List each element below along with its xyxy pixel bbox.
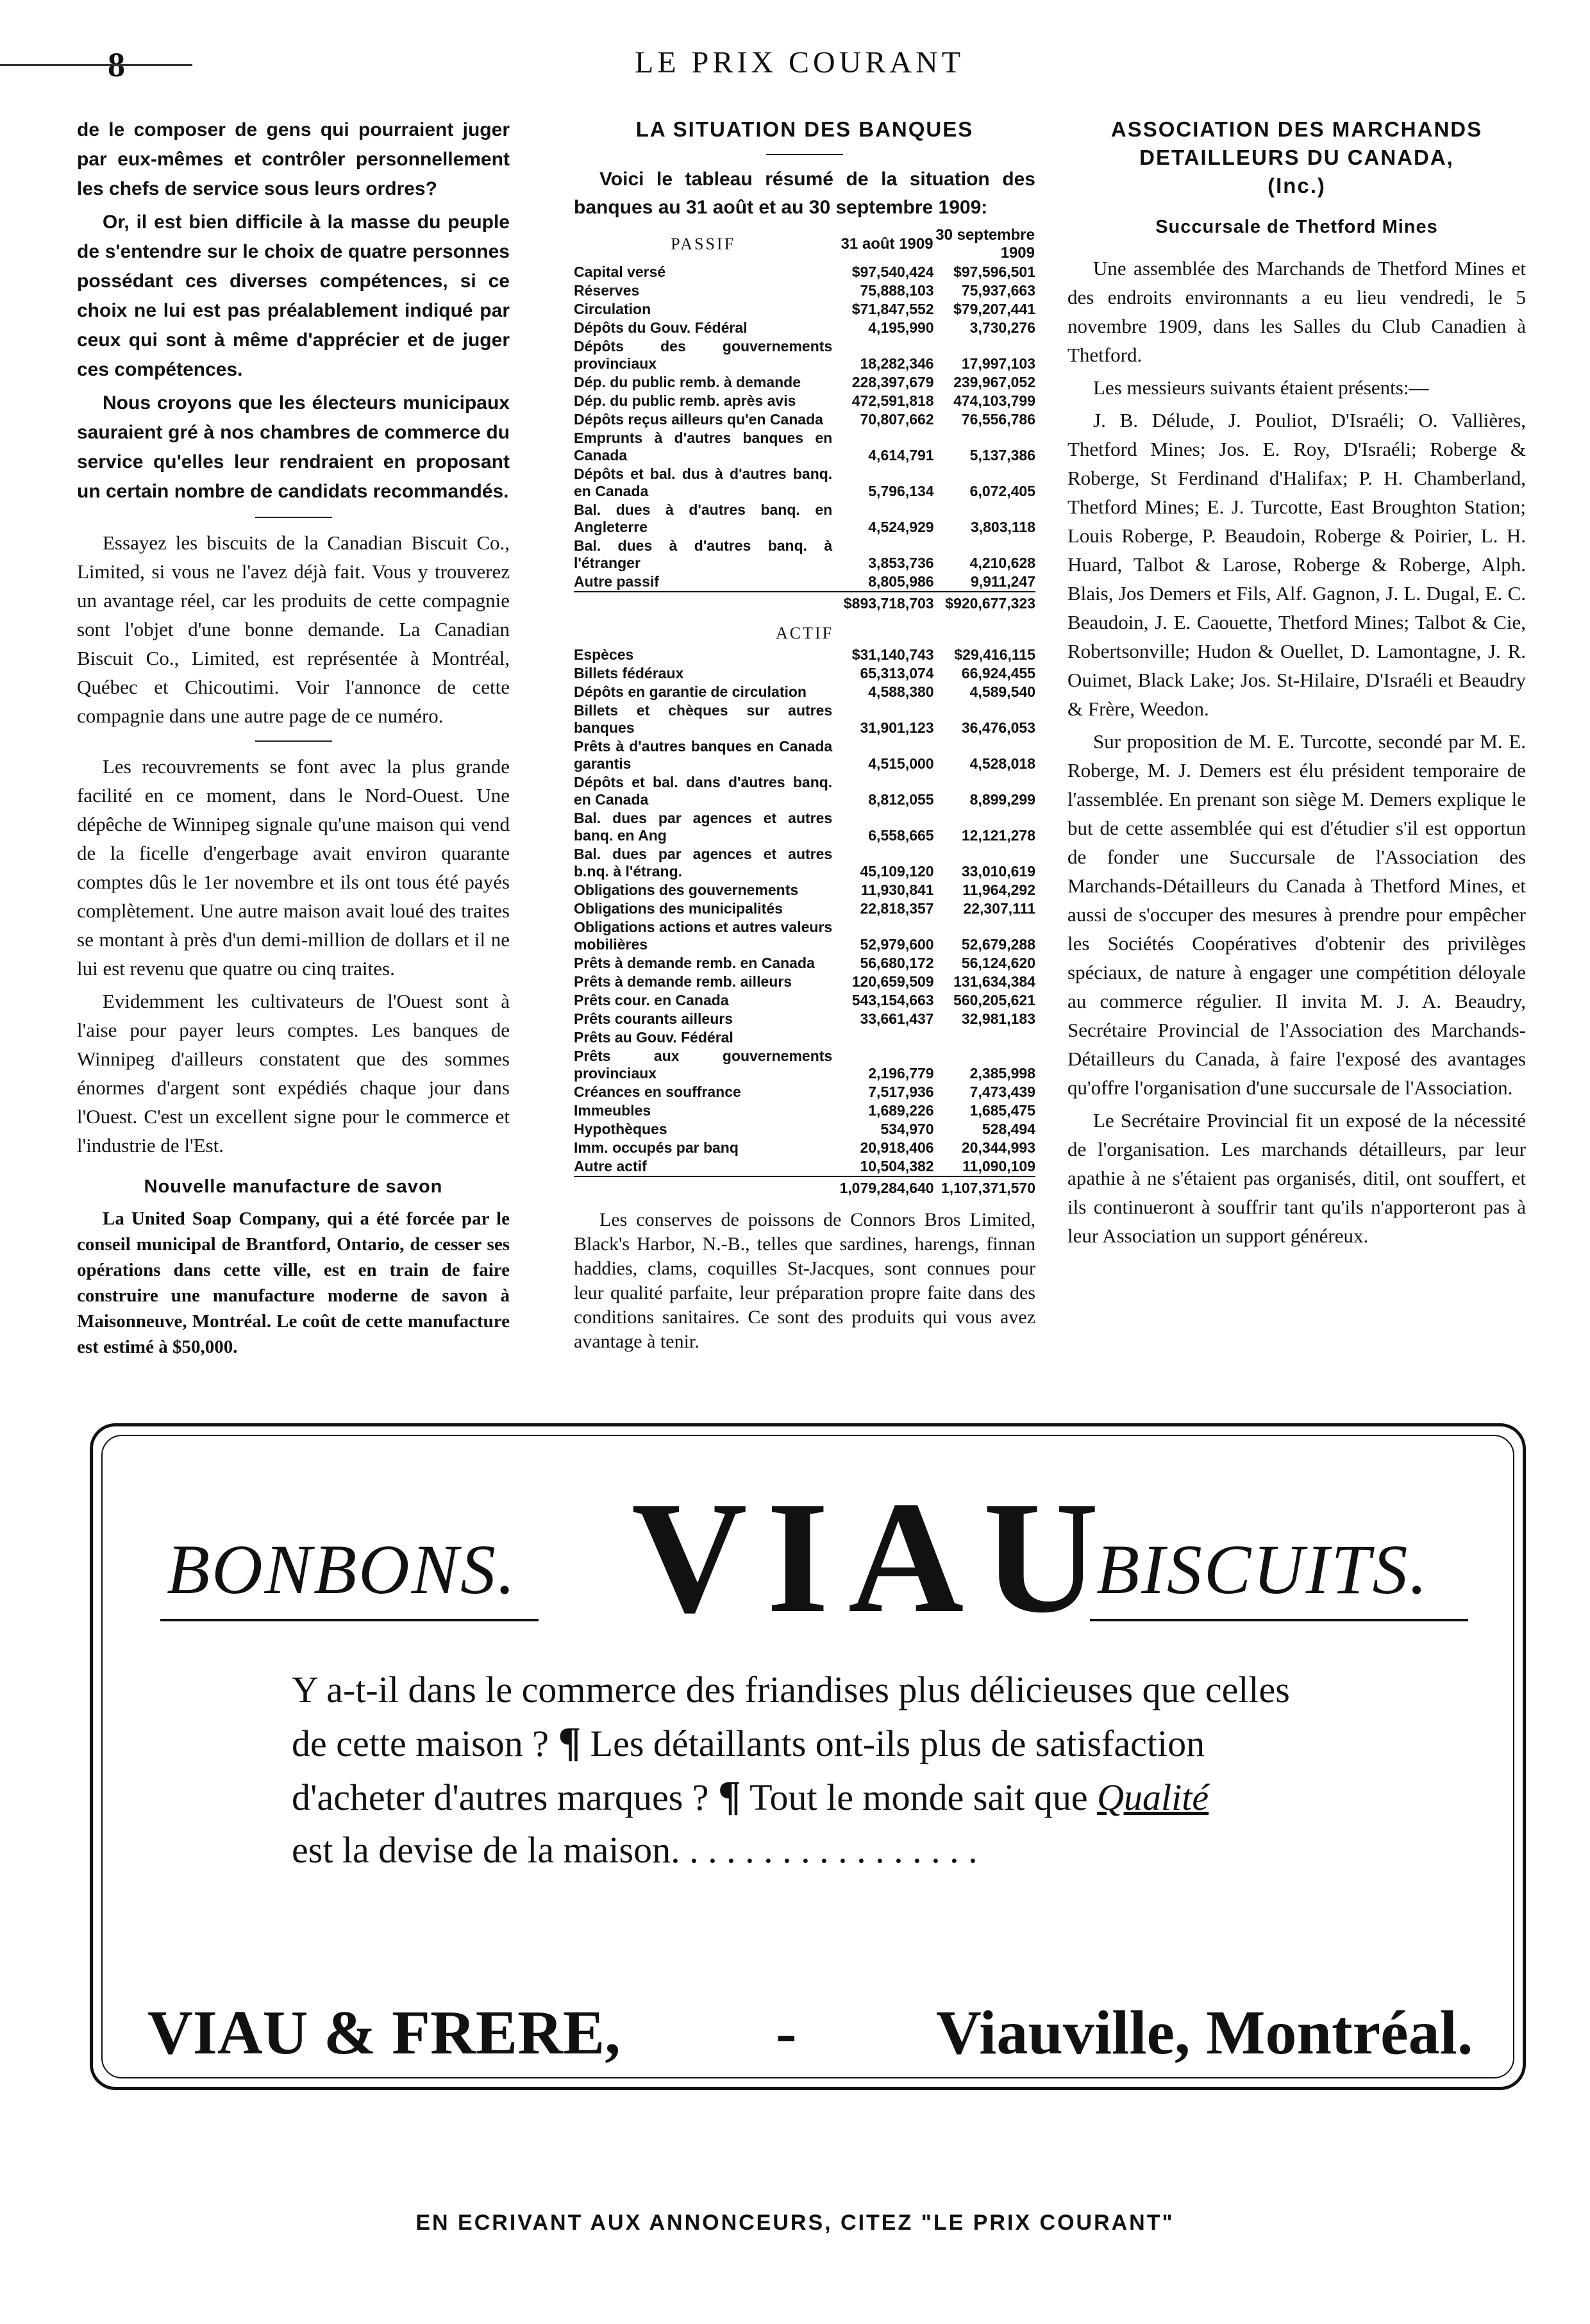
table-cell: 6,558,665: [868, 827, 934, 844]
table-cell: 45,109,120: [860, 863, 934, 880]
table-cell: $71,847,552: [851, 301, 934, 317]
table-row: [574, 501, 1035, 537]
article-paragraph: La United Soap Company, qui a été forcée par le conseil municipal de Brantford, Ontario, de cesser ses opérations dans cette ville, est en train de faire construire une manufacture moderne de savon à Maisonneuve, Montréal. Le coût de cette manufacture est estimé à $50,000.: [77, 1208, 510, 1357]
ad-bonbons: BONBONS.: [167, 1530, 517, 1609]
table-cell: 70,807,662: [860, 411, 934, 428]
table-cell: $97,596,501: [953, 263, 1035, 280]
table-row: [574, 1120, 1035, 1139]
ad-text: de cette maison ?: [292, 1723, 549, 1764]
table-row: [574, 373, 1035, 392]
table-cell: Dép. du public remb. à demande: [574, 374, 801, 390]
table-cell: 4,195,990: [868, 319, 934, 336]
table-cell: Bal. dues à d'autres banq. en Angleterre: [574, 501, 833, 535]
actif-rows: [574, 646, 1035, 1176]
ad-line: est la devise de la maison. . . . . . . . . . . . . . . . .: [292, 1829, 978, 1871]
table-cell: 7,517,936: [868, 1083, 934, 1100]
table-cell: Prêts au Gouv. Fédéral: [574, 1029, 733, 1046]
article-paragraph: Nous croyons que les électeurs municipaux sauraient gré à nos chambres de commerce du service qu'elles leur rendraient en proposant un certain nombre de candidats recommandés.: [77, 392, 510, 502]
table-cell: 20,344,993: [961, 1139, 1035, 1156]
table-cell: 33,010,619: [961, 863, 1035, 880]
table-row: [574, 300, 1035, 319]
table-cell: 32,981,183: [961, 1010, 1035, 1027]
footer-note: EN ECRIVANT AUX ANNONCEURS, CITEZ "LE PRIX COURANT": [415, 2211, 1175, 2235]
section-heading-line: DETAILLEURS DU CANADA,: [1139, 146, 1454, 169]
pilcrow-icon: ¶: [558, 1719, 582, 1766]
table-row: [574, 973, 1035, 991]
table-cell: 7,473,439: [969, 1083, 1035, 1100]
table-cell: 20,918,406: [860, 1139, 934, 1156]
table-row-total: [574, 1176, 1035, 1198]
table-cell: 6,072,405: [969, 483, 1035, 499]
divider: [255, 740, 332, 742]
table-row: [574, 845, 1035, 881]
table-cell: Dépôts et bal. dans d'autres banq. en Canada: [574, 774, 833, 808]
table-cell: 528,494: [982, 1121, 1035, 1137]
table-row: [574, 281, 1035, 300]
table-cell: 11,964,292: [962, 882, 1035, 898]
subheading: Succursale de Thetford Mines: [1155, 217, 1438, 237]
table-row: [574, 991, 1035, 1010]
table-cell: 65,313,074: [860, 665, 934, 681]
table-cell: 543,154,663: [851, 992, 934, 1008]
table-cell: Immeubles: [574, 1102, 651, 1119]
ad-line: [292, 1770, 1446, 1824]
table-cell: 131,634,384: [953, 973, 1035, 990]
table-cell: 228,397,679: [851, 374, 934, 390]
table-cell: Prêts cour. en Canada: [574, 992, 729, 1008]
table-cell: Obligations des gouvernements: [574, 882, 799, 898]
article-paragraph: J. B. Délude, J. Pouliot, D'Israéli; O. Vallières, Thetford Mines; Jos. E. Roy, D'Israéli; Roberge & Roberge, St Ferdinand d'Halifax; P. H. Chamberland, Thetford Mines; E. J. Turcotte, East Broughton Station; Louis Roberge, P. Beaudoin, Roberge & Poirier, L. H. Huard, Talbot & Larose, Roberge & Roberge, Alph. Blais, Jos Demers et Fils, Alf. Gagnon, J. L. Dugal, E. C. Beaudoin, J. E. Caouette, Thetford Mines; Talbot & Cie, Robertsonville; Hudon & Ouellet, D. Lamontagne, J. R. Ouimet, Black Lake; Jos. St-Hilaire, D'Israéli et Beaudry & Frère, Weedon.: [1067, 409, 1526, 720]
passif-label: PASSIF: [671, 235, 736, 253]
column-middle: [574, 115, 1035, 1358]
table-cell: [832, 1028, 933, 1047]
article-paragraph: Or, il est bien difficile à la masse du peuple de s'entendre sur le choix de quatre personnes possédant ces diverses compétences, si ce choix ne lui est pas préalablement indiqué par ceux qui sont à même d'apprécier et de juger ces compétences.: [77, 212, 510, 380]
table-cell: Emprunts à d'autres banques en Canada: [574, 430, 833, 464]
table-cell: Réserves: [574, 282, 640, 299]
table-row: [574, 809, 1035, 845]
table-row: [574, 1101, 1035, 1120]
table-cell: $893,718,703: [832, 592, 933, 613]
table-cell: Obligations des municipalités: [574, 900, 783, 917]
table-row: [574, 954, 1035, 973]
table-cell: $97,540,424: [851, 263, 934, 280]
article-paragraph: Evidemment les cultivateurs de l'Ouest sont à l'aise pour payer leurs comptes. Les banques de Winnipeg d'ailleurs constatent que des sommes énormes d'argent sont expédiés chaque jour dans l'Ouest. C'est un excellent signe pour le commerce et l'industrie de l'Est.: [77, 990, 510, 1157]
table-row: [574, 537, 1035, 573]
passif-rows: [574, 263, 1035, 592]
table-cell: 8,805,986: [868, 573, 934, 590]
article-paragraph: Sur proposition de M. E. Turcotte, secondé par M. E. Roberge, M. J. Demers est élu président temporaire de l'assemblée. En prenant son siège M. Demers explique le but de cette assemblée qui est d'étudier s'il est opportun de fonder une Succursale de l'Association des Marchands-Détailleurs du Canada à Thetford Mines, et aussi de s'occuper des mesures à prendre pour empêcher les Sociétés Coopératives d'obtenir des privilèges spéciaux, de nature à engager une compétition déloyale au commerce régulier. Il invita M. J. A. Beaudry, Secrétaire Provincial de l'Association des Marchands-Détailleurs du Canada, à faire l'exposé des avantages qu'offre l'organisation d'une succursale de l'Association.: [1067, 730, 1526, 1099]
table-cell: 8,899,299: [969, 791, 1035, 808]
table-row: [574, 1139, 1035, 1157]
table-row: [574, 1010, 1035, 1028]
table-cell: [934, 1028, 1035, 1047]
table-cell: 4,588,380: [868, 683, 934, 700]
table-cell: 472,591,818: [851, 392, 934, 409]
table-cell: 56,680,172: [860, 955, 934, 971]
table-cell: 2,385,998: [969, 1065, 1035, 1082]
ad-text: Les détaillants ont-ils plus de satisfaction: [590, 1723, 1205, 1764]
divider: [766, 154, 843, 155]
column-header: 31 août 1909: [841, 235, 933, 253]
article-paragraph: Une assemblée des Marchands de Thetford Mines et des endroits environnants a eu lieu vendredi, le 5 novembre 1909, dans les Salles du Club Canadien à Thetford.: [1067, 257, 1526, 366]
table-cell: 534,970: [880, 1121, 934, 1137]
article-paragraph: Le Secrétaire Provincial fit un exposé de la nécessité de l'organisation. Les marchands détailleurs, par leur apathie à ne s'étaient pas organisés, ditil, ont souffert, et ils continueront à souffrir tant qu'ils n'apporteront pas à leur Association un support généreux.: [1067, 1109, 1526, 1247]
table-cell: 239,967,052: [953, 374, 1035, 390]
article-paragraph: de le composer de gens qui pourraient juger par eux-mêmes et contrôler personnellement les chefs de service sous leurs ordres?: [77, 119, 510, 199]
table-row: [574, 319, 1035, 337]
table-cell: 3,853,736: [868, 555, 934, 571]
table-cell: 75,937,663: [961, 282, 1035, 299]
table-cell: 4,528,018: [969, 755, 1035, 772]
section-heading: Nouvelle manufacture de savon: [144, 1176, 443, 1197]
table-cell: Hypothèques: [574, 1121, 667, 1137]
ad-brand: VIAU: [632, 1469, 1118, 1646]
table-cell: Dépôts du Gouv. Fédéral: [574, 319, 748, 336]
table-cell: Billets fédéraux: [574, 665, 684, 681]
table-cell: Prêts à d'autres banques en Canada garantis: [574, 738, 833, 772]
bank-table: [574, 226, 1035, 1198]
table-cell: Prêts à demande remb. ailleurs: [574, 973, 792, 990]
ad-biscuits: BISCUITS.: [1096, 1530, 1429, 1609]
table-cell: 9,911,247: [970, 573, 1035, 590]
header-rule: [0, 64, 192, 66]
ad-body: [292, 1664, 1446, 1877]
table-cell: 560,205,621: [953, 992, 1035, 1008]
table-cell: Bal. dues à d'autres banq. à l'étranger: [574, 537, 833, 571]
table-row: [574, 392, 1035, 410]
ad-line: [292, 1716, 1446, 1770]
table-row: [574, 1047, 1035, 1083]
table-cell: 1,079,284,640: [832, 1176, 933, 1198]
section-heading-line: (Inc.): [1268, 174, 1326, 197]
table-cell: 4,589,540: [969, 683, 1035, 700]
table-cell: Billets et chèques sur autres banques: [574, 702, 833, 736]
table-row: [574, 918, 1035, 954]
table-cell: 66,924,455: [961, 665, 1035, 681]
table-row: [574, 683, 1035, 701]
table-cell: 22,307,111: [963, 900, 1035, 917]
table-cell: 12,121,278: [961, 827, 1035, 844]
table-cell: 31,901,123: [860, 719, 934, 736]
table-row: [574, 263, 1035, 281]
table-cell: 33,661,437: [860, 1010, 934, 1027]
table-cell: 5,137,386: [969, 447, 1035, 464]
table-row: [574, 899, 1035, 918]
table-cell: 11,930,841: [860, 882, 934, 898]
table-cell: Autre passif: [574, 573, 659, 590]
intro-paragraph: Voici le tableau résumé de la situation des banques au 31 août et au 30 septembre 1909:: [574, 169, 1035, 218]
table-cell: Dépôts des gouvernements provinciaux: [574, 338, 833, 372]
table-cell: 56,124,620: [961, 955, 1035, 971]
table-cell: 4,524,929: [868, 519, 934, 535]
table-row: [574, 646, 1035, 664]
table-cell: Dépôts reçus ailleurs qu'en Canada: [574, 411, 823, 428]
table-cell: Prêts courants ailleurs: [574, 1010, 733, 1027]
table-row: [574, 573, 1035, 592]
table-cell: 4,515,000: [868, 755, 934, 772]
table-cell: 52,679,288: [961, 936, 1035, 953]
table-row-total: [574, 592, 1035, 613]
table-cell: 10,504,382: [860, 1158, 934, 1175]
table-cell: Dép. du public remb. après avis: [574, 392, 796, 409]
table-cell: 76,556,786: [961, 411, 1035, 428]
table-cell: Imm. occupés par banq: [574, 1139, 739, 1156]
table-cell: $79,207,441: [953, 301, 1035, 317]
table-row: [574, 664, 1035, 683]
table-cell: 1,689,226: [868, 1102, 934, 1119]
table-cell: Dépôts en garantie de circulation: [574, 683, 807, 700]
table-cell: 75,888,103: [860, 282, 934, 299]
table-cell: Autre actif: [574, 1158, 647, 1175]
table-cell: Obligations actions et autres valeurs mobilières: [574, 919, 833, 953]
table-cell: 11,090,109: [962, 1158, 1035, 1175]
table-cell: 4,210,628: [969, 555, 1035, 571]
table-row: [574, 1157, 1035, 1176]
article-paragraph: Essayez les biscuits de la Canadian Biscuit Co., Limited, si vous ne l'avez déjà fait. Vous y trouverez un avantage réel, car les produits de cette compagnie sont l'objet d'une bonne demande. La Canadian Biscuit Co., Limited, est représentée à Montréal, Québec et Chicoutimi. Voir l'annonce de cette compagnie dans une autre page de ce numéro.: [77, 531, 510, 727]
table-cell: Prêts à demande remb. en Canada: [574, 955, 815, 971]
actif-label: ACTIF: [775, 624, 834, 642]
ad-company: VIAU & FRERE,: [147, 1998, 621, 2068]
table-cell: 1,107,371,570: [934, 1176, 1035, 1198]
table-cell: Bal. dues par agences et autres banq. en Ang: [574, 810, 833, 844]
page-number: 8: [108, 46, 125, 84]
table-cell: Dépôts et bal. dus à d'autres banq. en Canada: [574, 465, 833, 499]
column-header: 30 septembre 1909: [935, 226, 1035, 262]
table-cell: 18,282,346: [860, 355, 934, 372]
table-cell: 3,803,118: [970, 519, 1035, 535]
table-row: [574, 1028, 1035, 1047]
table-row: [574, 1083, 1035, 1101]
table-cell: Créances en souffrance: [574, 1083, 741, 1100]
ad-text: d'acheter d'autres marques ?: [292, 1776, 709, 1818]
table-cell: 4,614,791: [868, 447, 934, 464]
table-cell: 1,685,475: [969, 1102, 1035, 1119]
table-cell: 52,979,600: [860, 936, 934, 953]
table-cell: 36,476,053: [961, 719, 1035, 736]
table-row: [574, 410, 1035, 429]
table-row: [574, 337, 1035, 373]
table-cell: 5,796,134: [868, 483, 934, 499]
table-cell: 2,196,779: [868, 1065, 934, 1082]
table-row: [574, 881, 1035, 899]
table-cell: $29,416,115: [954, 646, 1035, 663]
section-heading: LA SITUATION DES BANQUES: [635, 117, 974, 141]
ad-qualite: Qualité: [1097, 1776, 1209, 1818]
table-cell: Capital versé: [574, 263, 666, 280]
ad-text: Tout le monde sait que: [749, 1776, 1088, 1818]
table-cell: Bal. dues par agences et autres b.nq. à l'étrang.: [574, 846, 833, 880]
divider: [255, 517, 332, 518]
table-cell: Espèces: [574, 646, 634, 663]
table-cell: Circulation: [574, 301, 651, 317]
table-cell: 8,812,055: [868, 791, 934, 808]
ad-rule: [1090, 1619, 1468, 1621]
ad-location: Viauville, Montréal.: [936, 1998, 1473, 2068]
table-cell: 474,103,799: [953, 392, 1035, 409]
pilcrow-icon: ¶: [718, 1773, 741, 1819]
ad-dash: -: [776, 1998, 797, 2068]
table-cell: 22,818,357: [860, 900, 934, 917]
section-heading-line: ASSOCIATION DES MARCHANDS: [1110, 117, 1483, 141]
ad-line: Y a-t-il dans le commerce des friandises plus délicieuses que celles: [292, 1669, 1290, 1710]
table-row: [574, 429, 1035, 465]
journal-title: LE PRIX COURANT: [635, 46, 965, 79]
article-paragraph: Les conserves de poissons de Connors Bros Limited, Black's Harbor, N.-B., telles que sardines, harengs, finnan haddies, clams, coquilles St-Jacques, sont connues pour leur qualité parfaite, leur préparation propre faite dans des conditions sanitaires. Ce sont des produits qui vous avez avantage à tenir.: [574, 1209, 1035, 1352]
table-row: [574, 465, 1035, 501]
table-row: [574, 701, 1035, 737]
article-paragraph: Les recouvrements se font avec la plus grande facilité en ce moment, dans le Nord-Ouest. Une dépêche de Winnipeg signale qu'une maison qui vend de la ficelle d'engerbage avait environ quarante comptes dûs le 1er novembre et ils ont tous été payés complètement. Une autre maison avait loué des traites se montant à près d'un demi-million de dollars et il ne lui est revenu que quatre ou cinq traites.: [77, 755, 510, 980]
ad-rule: [160, 1619, 539, 1621]
table-cell: 3,730,276: [969, 319, 1035, 336]
table-cell: $31,140,743: [851, 646, 934, 663]
table-cell: $920,677,323: [934, 592, 1035, 613]
table-row: [574, 737, 1035, 773]
table-row: [574, 773, 1035, 809]
column-left: [77, 115, 510, 1364]
table-cell: 120,659,509: [851, 973, 934, 990]
column-right: [1067, 115, 1526, 1254]
table-cell: 17,997,103: [961, 355, 1035, 372]
article-paragraph: Les messieurs suivants étaient présents:—: [1093, 376, 1429, 399]
table-cell: Prêts aux gouvernements provinciaux: [574, 1048, 833, 1082]
